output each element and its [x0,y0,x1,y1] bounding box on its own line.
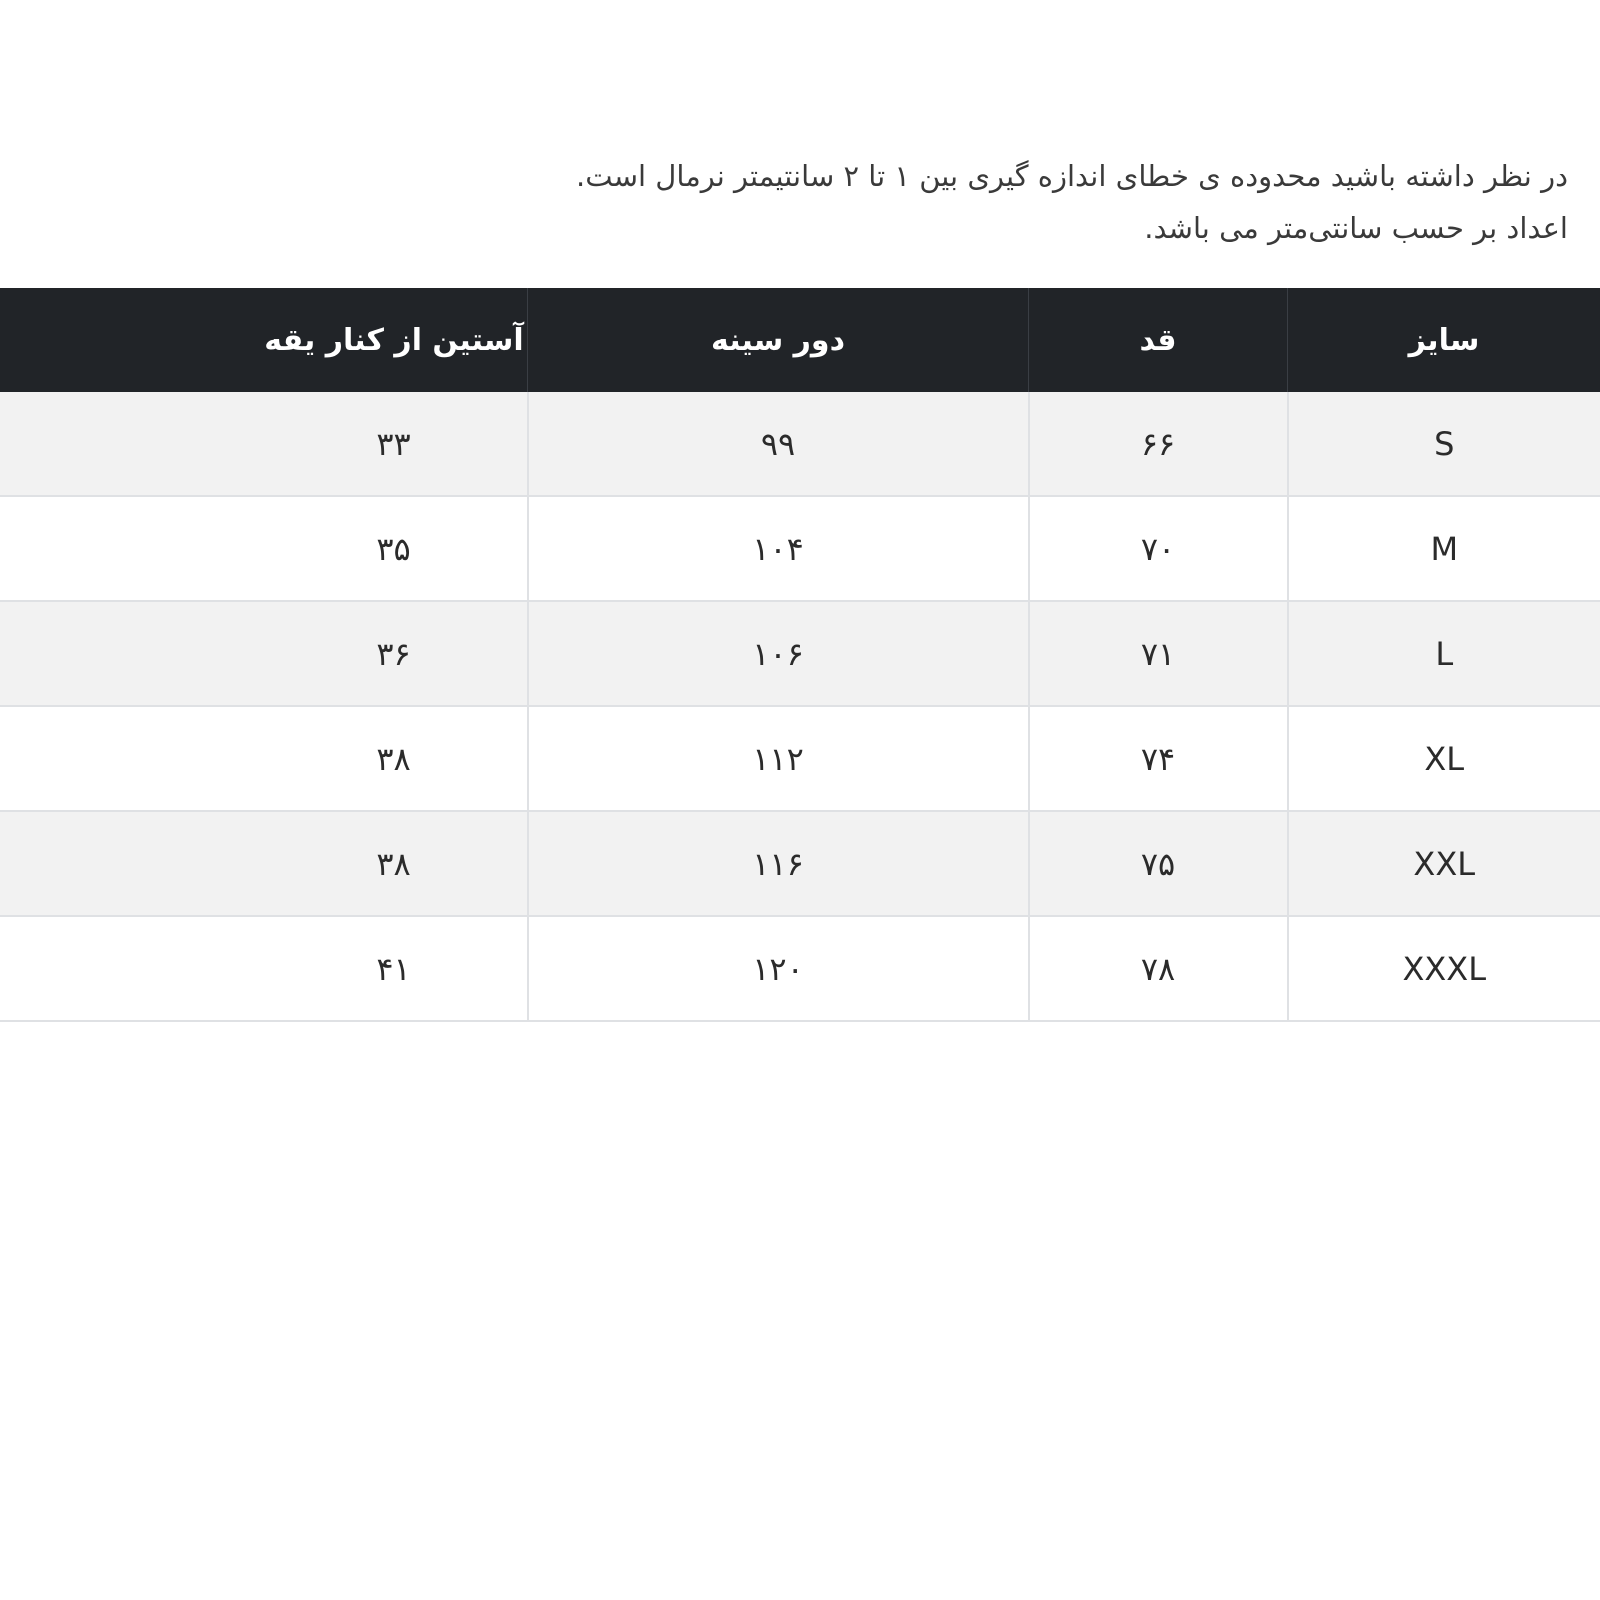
cell-sleeve [0,916,528,1021]
table-row [0,916,1600,1021]
cell-height: ۷۰ [1029,496,1288,601]
cell-sleeve [0,601,528,706]
cell-sleeve [0,706,528,811]
header-sleeve [0,288,528,392]
cell-size: M [1288,496,1600,601]
table-row [0,811,1600,916]
cell-sleeve-value: ۳۵ [376,529,411,568]
cell-size: L [1288,601,1600,706]
cell-sleeve-value: ۳۸ [376,844,411,883]
table-header-row [0,288,1600,392]
cell-sleeve [0,392,528,496]
cell-sleeve [0,811,528,916]
cell-height: ۷۴ [1029,706,1288,811]
header-size: سایز [1288,288,1600,392]
cell-height: ۷۱ [1029,601,1288,706]
cell-height: ۷۸ [1029,916,1288,1021]
cell-sleeve-value: ۳۸ [376,739,411,778]
cell-sleeve-value: ۴۱ [376,949,411,988]
cell-size: XXL [1288,811,1600,916]
size-chart-table [0,288,1600,1022]
table-row [0,496,1600,601]
measurement-tolerance-note: در نظر داشته باشید محدوده ی خطای اندازه گیری بین ۱ تا ۲ سانتیمتر نرمال است. [576,159,1568,193]
cell-sleeve-value: ۳۶ [376,634,411,673]
cell-chest: ۱۲۰ [528,916,1029,1021]
header-sleeve-label: آستین از کنار یقه [264,322,524,358]
table-row [0,706,1600,811]
cell-chest: ۹۹ [528,392,1029,496]
cell-size: XXXL [1288,916,1600,1021]
cell-chest: ۱۰۶ [528,601,1029,706]
header-height: قد [1029,288,1288,392]
cell-height: ۷۵ [1029,811,1288,916]
units-note: اعداد بر حسب سانتی‌متر می باشد. [1144,211,1568,245]
cell-size: S [1288,392,1600,496]
size-notes [68,150,1568,254]
header-chest: دور سینه [528,288,1029,392]
cell-height: ۶۶ [1029,392,1288,496]
cell-chest: ۱۱۶ [528,811,1029,916]
cell-size: XL [1288,706,1600,811]
cell-chest: ۱۰۴ [528,496,1029,601]
cell-sleeve [0,496,528,601]
table-row [0,601,1600,706]
cell-chest: ۱۱۲ [528,706,1029,811]
table-row [0,392,1600,496]
cell-sleeve-value: ۳۳ [376,424,411,463]
